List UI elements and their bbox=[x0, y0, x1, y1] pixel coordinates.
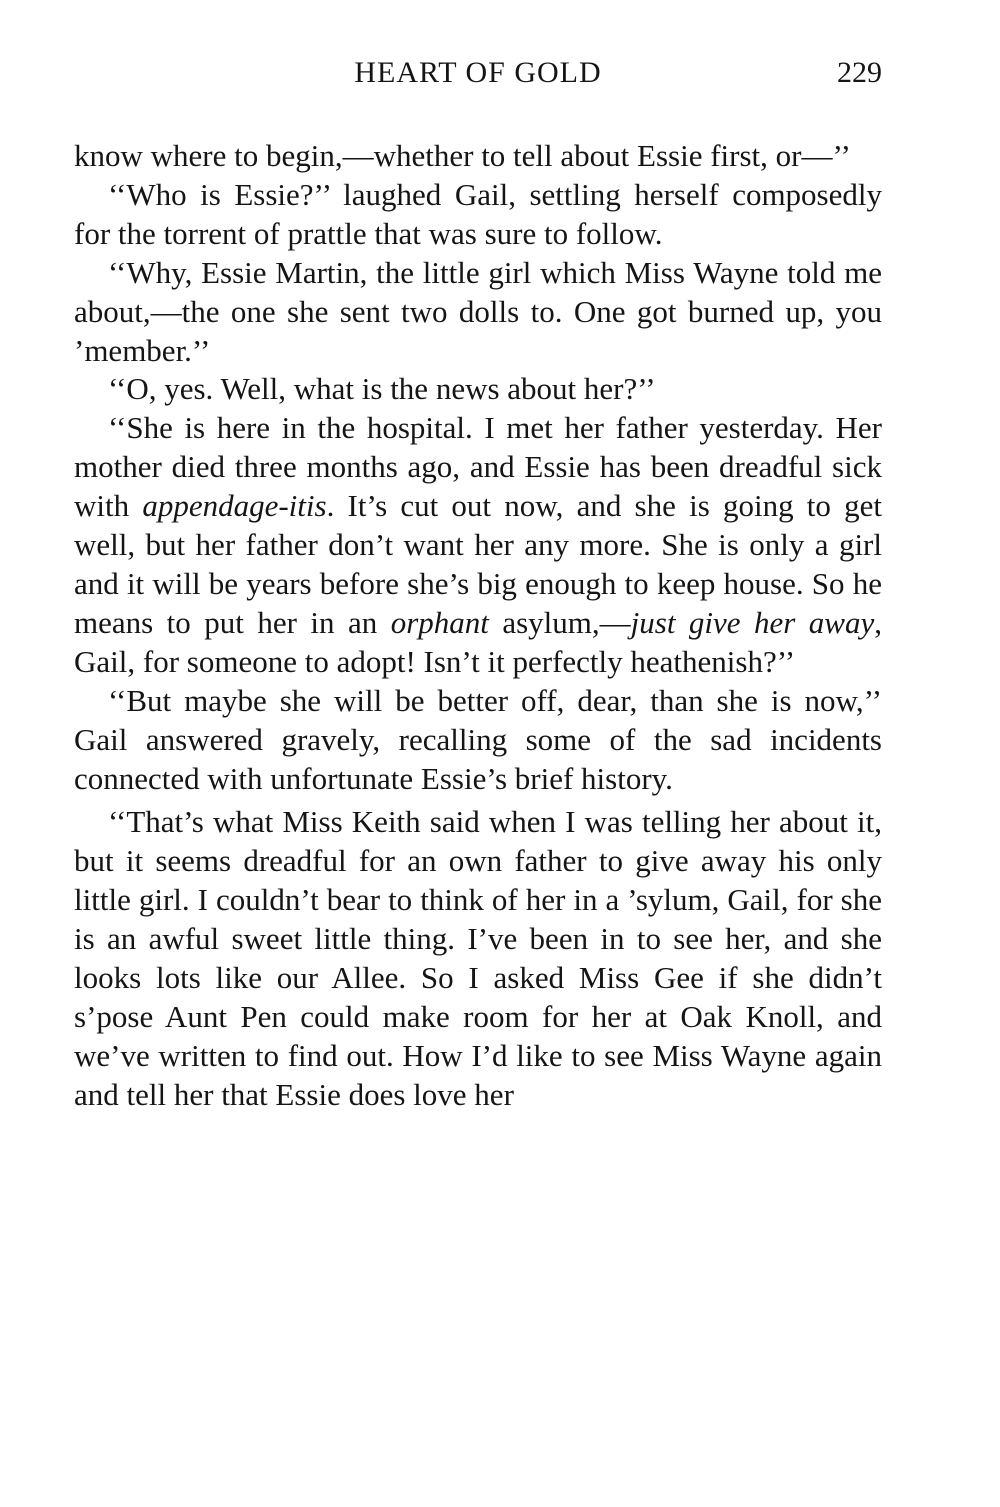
text-segment: ‘‘Who is Essie?’’ laughed Gail, settling herself composedly for the torrent of prattle that was sure to follow. bbox=[74, 176, 882, 251]
body-text bbox=[74, 137, 882, 1115]
italic-text: just give her away bbox=[630, 604, 875, 640]
running-title: HEART OF GOLD bbox=[354, 56, 602, 89]
italic-text: appendage-itis bbox=[142, 488, 327, 524]
text-segment: asylum,— bbox=[488, 604, 631, 640]
text-segment: ‘‘Why, Essie Martin, the little girl which Miss Wayne told me about,—the one she sent two dolls to. One got burned up, you ’member.’’ bbox=[74, 254, 882, 368]
text-segment: ‘‘O, yes. Well, what is the news about her?’’ bbox=[108, 371, 656, 407]
paragraph bbox=[74, 176, 882, 254]
text-segment: ‘‘She is here in the hospital. I met her father yesterday. Her mother died three months ago, and Essie has been dreadful sick with bbox=[74, 410, 882, 524]
text-segment: ‘‘But maybe she will be better off, dear, than she is now,’’ Gail answered gravely, recalling some of the sad incidents connected with unfortunate Essie’s brief history. bbox=[74, 682, 882, 796]
paragraph bbox=[74, 254, 882, 371]
text-segment: ‘‘That’s what Miss Keith said when I was telling her about it, but it seems dreadful for an own father to give away his only little girl. I couldn’t bear to think of her in a ’sylum, Gail, for she is an awful sweet little thing. I’ve been in to see her, and she looks lots like our Allee. So I asked Miss Gee if she didn’t s’pose Aunt Pen could make room for her at Oak Knoll, and we’ve written to find out. How I’d like to see Miss Wayne again and tell her that Essie does love her bbox=[74, 804, 882, 1112]
text-segment: , Gail, for someone to adopt! Isn’t it perfectly heathenish?’’ bbox=[74, 604, 882, 679]
paragraph bbox=[74, 409, 882, 681]
paragraph bbox=[74, 137, 882, 176]
running-head bbox=[74, 56, 882, 96]
paragraph bbox=[74, 370, 882, 409]
text-segment: . It’s cut out now, and she is going to get well, but her father don’t want her any more. She is only a girl and it will be years before she’s big enough to keep house. So he means to put her in an bbox=[74, 488, 882, 640]
italic-text: orphant bbox=[390, 604, 489, 640]
paragraph bbox=[74, 682, 882, 799]
page-number: 229 bbox=[837, 56, 882, 89]
paragraph bbox=[74, 803, 882, 1114]
text-segment: know where to begin,—whether to tell about Essie first, or—’’ bbox=[74, 138, 851, 173]
